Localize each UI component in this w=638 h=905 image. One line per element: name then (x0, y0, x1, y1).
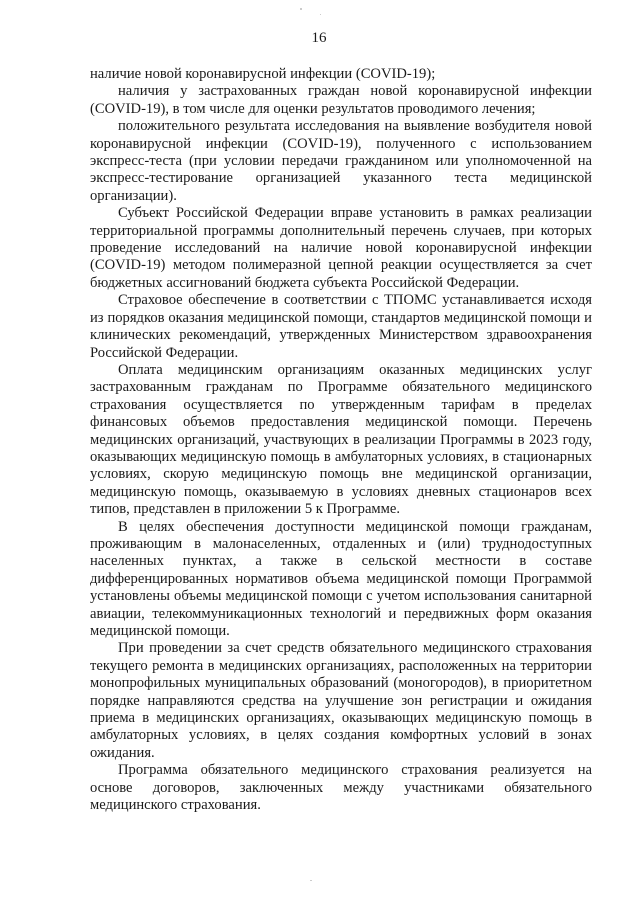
paragraph-covid-presence: наличие новой коронавирусной инфекции (COVID-19); (90, 66, 436, 82)
document-body (90, 66, 592, 814)
paragraph-express-test: положительного результата исследования на выявление возбудителя новой коронавирусной инфекции (COVID-19), полученного с использованием экспресс-теста (при условии передачи гражданином или уполномоченной на экспресс-тестирование организацией указанного теста медицинской организации). (90, 118, 592, 204)
scan-speck (320, 14, 321, 15)
paragraph-insurance-coverage: Страховое обеспечение в соответствии с ТПОМС устанавливается исходя из порядков оказания медицинской помощи, стандартов медицинской помощи и клинических рекомендаций, утвержденных Министерством здравоохранения Российской Федерации. (90, 292, 592, 361)
paragraph-accessibility: В целях обеспечения доступности медицинской помощи гражданам, проживающим в малонаселенных, отдаленных и (или) труднодоступных населенных пунктах, а также в сельской местности в составе дифференцированных нормативов объема медицинской помощи Программой установлены объемы медицинской помощи с учетом использования санитарной авиации, телекоммуникационных технологий и передвижных форм оказания медицинской помощи. (90, 518, 592, 639)
paragraph-payment: Оплата медицинским организациям оказанных медицинских услуг застрахованным гражданам по Программе обязательного медицинского страхования осуществляется по утвержденным тарифам в пределах финансовых объемов предоставления медицинской помощи. Перечень медицинских организаций, участвующих в реализации Программы в 2023 году, оказывающих медицинскую помощь в амбулаторных условиях, в стационарных условиях, скорую медицинскую помощь вне медицинской организации, медицинскую помощь, оказываемую в условиях дневных стационаров всех типов, представлен в приложении 5 к Программе. (90, 361, 592, 518)
scan-speck (300, 8, 302, 10)
scan-speck (310, 880, 312, 881)
paragraph-contracts: Программа обязательного медицинского страхования реализуется на основе договоров, заключенных между участниками обязательного медицинского страхования. (90, 762, 592, 814)
paragraph-subject-right: Субъект Российской Федерации вправе установить в рамках реализации территориальной программы дополнительный перечень случаев, при которых проведение исследований на наличие новой коронавирусной инфекции (COVID-19) методом полимеразной цепной реакции осуществляется за счет бюджетных ассигнований бюджета субъекта Российской Федерации. (90, 205, 592, 291)
paragraph-covid-insured: наличия у застрахованных граждан новой коронавирусной инфекции (COVID-19), в том числе для оценки результатов проводимого лечения; (90, 83, 592, 117)
paragraph-repair: При проведении за счет средств обязательного медицинского страхования текущего ремонта в медицинских организациях, расположенных на территории монопрофильных муниципальных образований (моногородов), в приоритетном порядке направляются средства на улучшение зон регистрации и ожидания приема в медицинских организациях, оказывающих медицинскую помощь в амбулаторных условиях, в целях создания комфортных условий в зонах ожидания. (90, 640, 592, 761)
page-number: 16 (311, 30, 327, 46)
